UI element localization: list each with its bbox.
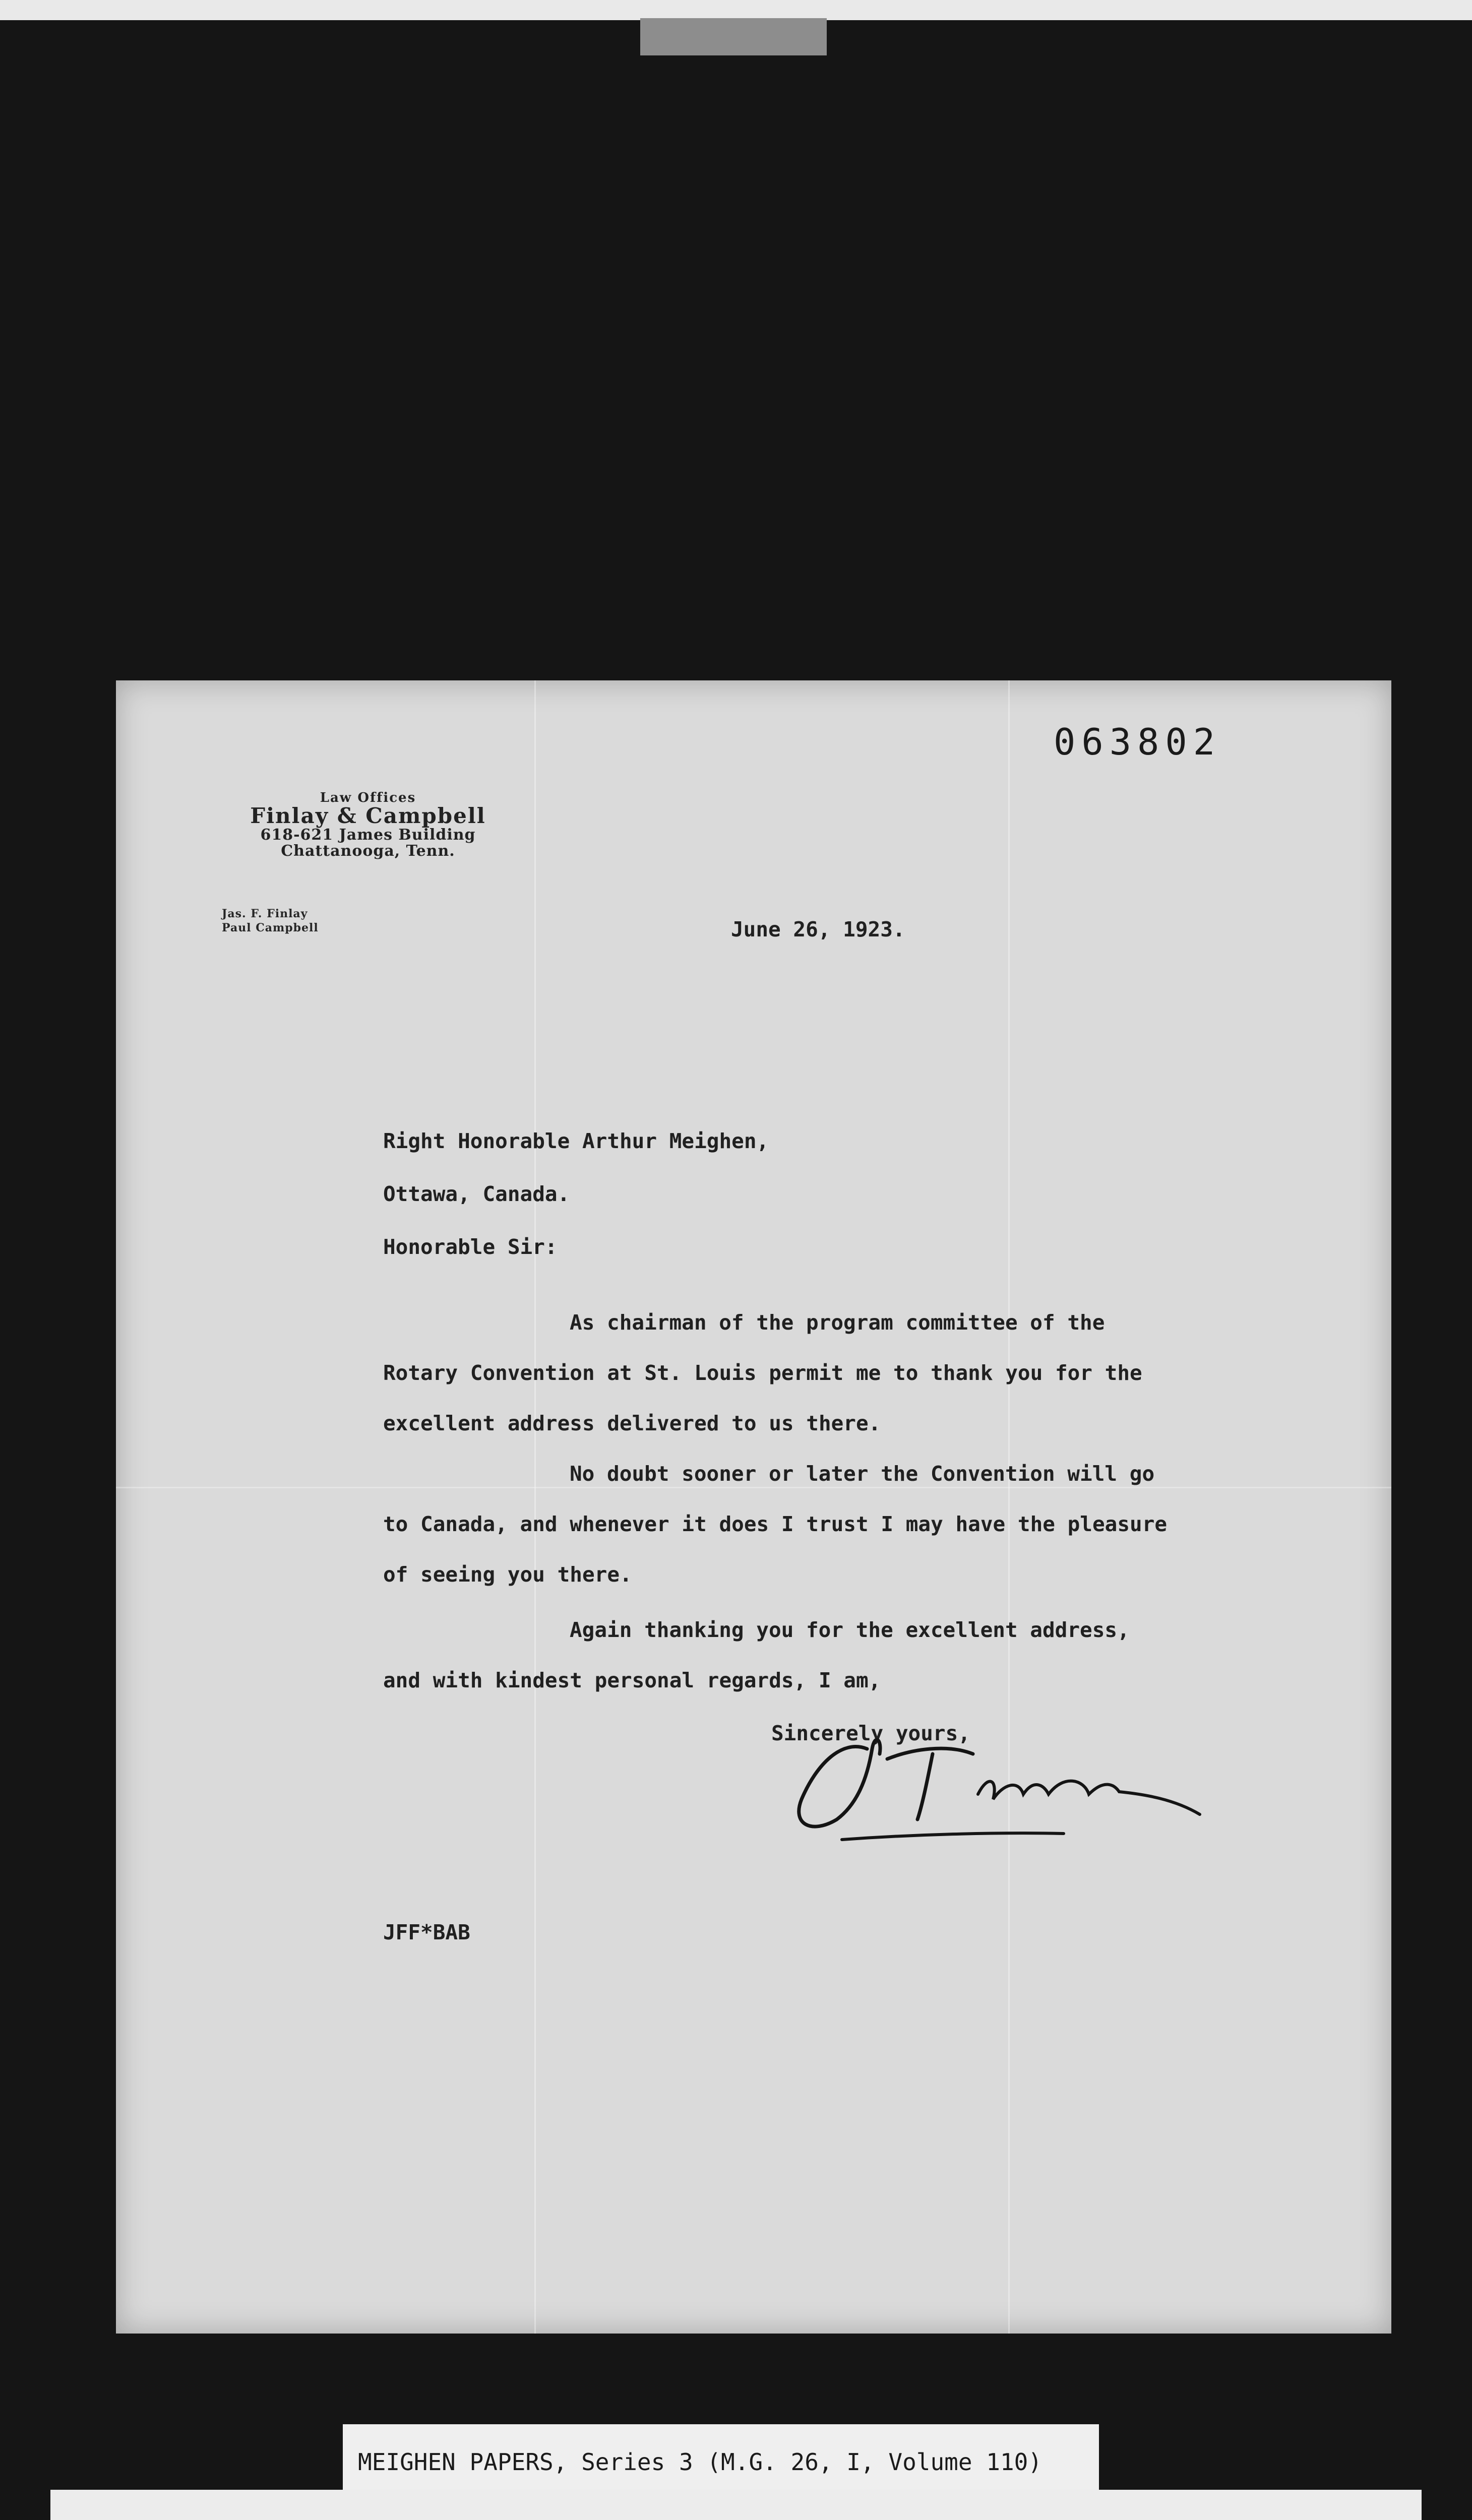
typist-initials: JFF*BAB [383, 1920, 470, 1944]
body-line: No doubt sooner or later the Convention will go [570, 1462, 1155, 1486]
partner-names [222, 907, 319, 935]
body-line: to Canada, and whenever it does I trust I may have the pleasure [383, 1512, 1168, 1536]
letterhead-label: Law Offices [320, 790, 416, 805]
body-line: As chairman of the program committee of the [570, 1310, 1105, 1335]
film-top-tab [640, 18, 827, 55]
closing: Sincerely yours, [771, 1721, 970, 1745]
body-line: Rotary Convention at St. Louis permit me to thank you for the [383, 1361, 1142, 1385]
partner-name: Paul Campbell [222, 921, 319, 934]
recipient-location: Ottawa, Canada. [383, 1182, 570, 1206]
body-line: of seeing you there. [383, 1562, 632, 1587]
document-number: 063802 [1054, 721, 1221, 763]
series-tag: MEIGHEN PAPERS, Series 3 (M.G. 26, I, Volume 110) [343, 2424, 1099, 2500]
fold-line [1008, 680, 1010, 2334]
handwritten-signature [781, 1719, 1215, 1850]
letterhead-address: 618-621 James Building [260, 826, 476, 844]
body-line: and with kindest personal regards, I am, [383, 1668, 881, 1692]
fold-line [116, 1487, 1391, 1488]
letter-page [116, 680, 1391, 2334]
recipient-name: Right Honorable Arthur Meighen, [383, 1129, 769, 1153]
film-top-edge [0, 0, 1472, 20]
partner-name: Jas. F. Finlay [222, 907, 308, 920]
body-line: Again thanking you for the excellent address, [570, 1618, 1130, 1642]
letterhead [217, 791, 519, 859]
fold-line [534, 680, 536, 2334]
letter-date: June 26, 1923. [731, 917, 905, 941]
archives-stamp [50, 2490, 1422, 2520]
salutation: Honorable Sir: [383, 1235, 558, 1259]
letterhead-firm: Finlay & Campbell [250, 803, 486, 829]
body-line: excellent address delivered to us there. [383, 1411, 881, 1435]
letterhead-city: Chattanooga, Tenn. [281, 842, 455, 860]
